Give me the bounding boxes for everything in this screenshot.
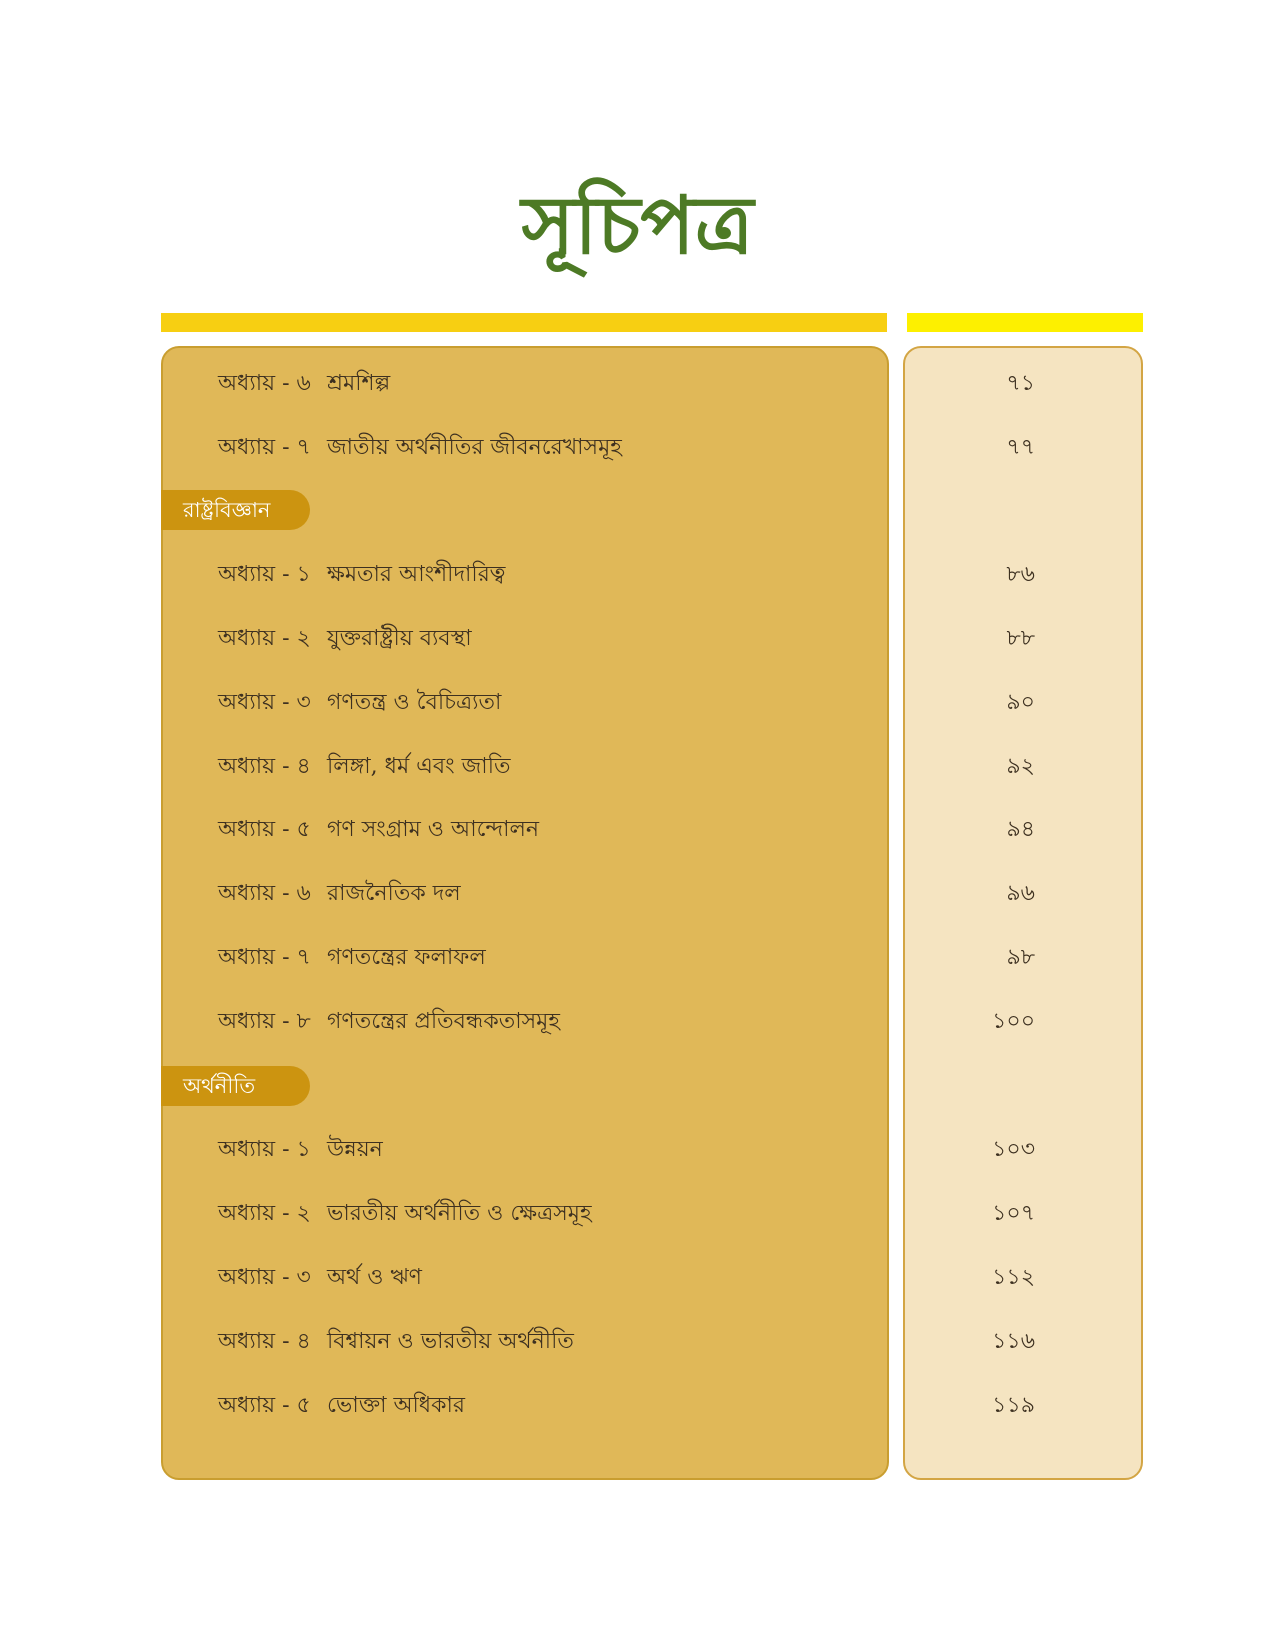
chapter-number: অধ্যায় - ৫ [218,1393,311,1418]
page-number: ৯৮ [1006,945,1035,970]
chapter-title: গণ সংগ্রাম ও আন্দোলন [327,817,540,842]
chapter-number: অধ্যায় - ৩ [218,690,311,715]
chapter-title: ভোক্তা অধিকার [327,1393,465,1418]
page-number: ৭১ [1006,371,1035,396]
toc-row[interactable] [0,1194,1275,1234]
toc-row[interactable] [0,428,1275,468]
toc-row[interactable] [0,810,1275,850]
chapter-title: বিশ্বায়ন ও ভারতীয় অর্থনীতি [327,1329,574,1354]
chapter-title: উন্নয়ন [327,1137,383,1162]
section-tab-economics: অর্থনীতি [161,1066,310,1106]
page-number: ১১৯ [992,1393,1035,1418]
chapter-number: অধ্যায় - ৮ [218,1009,311,1034]
page-number: ৮৮ [1006,626,1035,651]
toc-row[interactable] [0,619,1275,659]
toc-row[interactable] [0,1322,1275,1362]
page-number: ৭৭ [1006,435,1035,460]
page-number: ৯০ [1006,690,1035,715]
chapter-number: অধ্যায় - ৪ [218,1329,311,1354]
chapter-title: গণতন্ত্রের ফলাফল [327,945,486,970]
chapter-number: অধ্যায় - ১ [218,562,311,587]
chapter-number: অধ্যায় - ৪ [218,754,311,779]
chapter-title: যুক্তরাষ্ট্রীয় ব্যবস্থা [327,626,472,651]
chapter-title: জাতীয় অর্থনীতির জীবনরেখাসমূহ [327,435,622,460]
chapter-number: অধ্যায় - ২ [218,1201,311,1226]
toc-row[interactable] [0,364,1275,404]
chapter-title: গণতন্ত্রের প্রতিবন্ধকতাসমূহ [327,1009,560,1034]
page-number: ১০০ [992,1009,1035,1034]
chapter-title: অর্থ ও ঋণ [327,1265,422,1290]
page-number: ৮৬ [1006,562,1035,587]
page-number: ১০৭ [992,1201,1035,1226]
toc-row[interactable] [0,683,1275,723]
page-number: ৯৪ [1006,817,1035,842]
toc-row[interactable] [0,1130,1275,1170]
chapter-title: ক্ষমতার আংশীদারিত্ব [327,562,506,587]
page-number: ৯২ [1006,754,1035,779]
toc-row[interactable] [0,1386,1275,1426]
toc-row[interactable] [0,747,1275,787]
chapter-title: গণতন্ত্র ও বৈচিত্র্যতা [327,690,502,715]
toc-row[interactable] [0,938,1275,978]
chapter-number: অধ্যায় - ৭ [218,945,311,970]
page-number: ১১২ [992,1265,1035,1290]
header-bar-right [907,313,1143,332]
page-number: ৯৬ [1006,881,1035,906]
chapter-number: অধ্যায় - ৬ [218,881,311,906]
chapter-title: লিঙ্গা, ধর্ম এবং জাতি [327,754,511,779]
header-bar-left [161,313,887,332]
toc-row[interactable] [0,874,1275,914]
chapter-number: অধ্যায় - ২ [218,626,311,651]
section-tab-politics: রাষ্ট্রবিজ্ঞান [161,490,310,530]
chapter-number: অধ্যায় - ৩ [218,1265,311,1290]
page-number: ১১৬ [992,1329,1035,1354]
toc-row[interactable] [0,1002,1275,1042]
chapter-number: অধ্যায় - ৫ [218,817,311,842]
chapter-number: অধ্যায় - ১ [218,1137,311,1162]
chapter-title: ভারতীয় অর্থনীতি ও ক্ষেত্রসমূহ [327,1201,592,1226]
chapter-number: অধ্যায় - ৭ [218,435,311,460]
toc-row[interactable] [0,555,1275,595]
chapter-title: রাজনৈতিক দল [327,881,461,906]
page-number: ১০৩ [992,1137,1035,1162]
chapter-title: শ্রমশিল্প [327,371,391,396]
chapter-number: অধ্যায় - ৬ [218,371,311,396]
page-title: সূচিপত্র [521,178,754,272]
toc-row[interactable] [0,1258,1275,1298]
